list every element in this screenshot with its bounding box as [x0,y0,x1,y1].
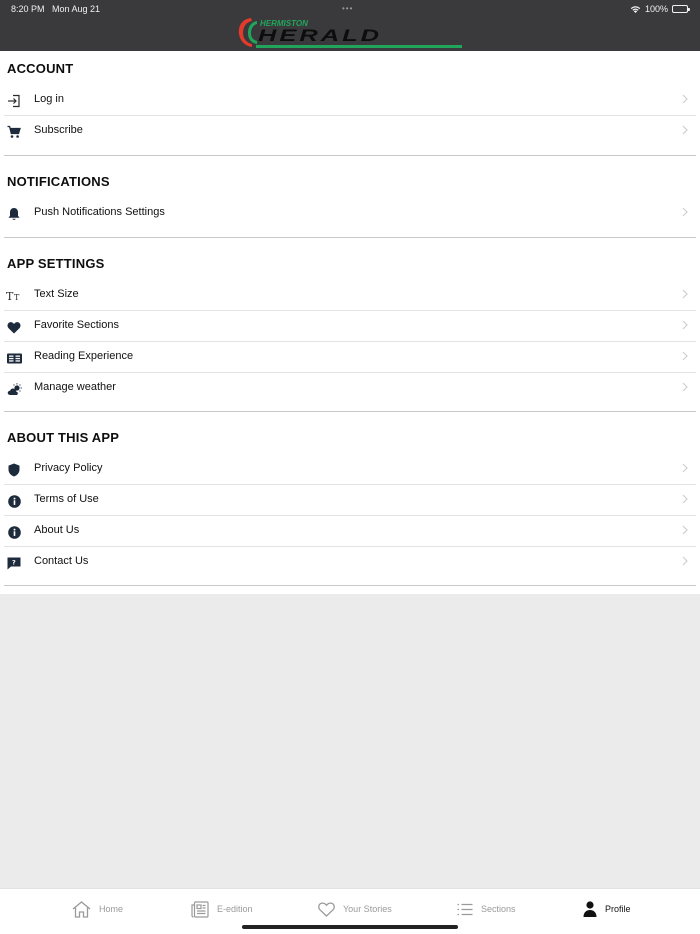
chevron-right-icon [682,94,688,104]
section-divider [4,237,696,238]
app-header [0,0,700,51]
status-time: 8:20 PM [11,4,45,14]
person-icon [583,901,597,917]
weather-icon [6,381,22,397]
heart-icon [6,319,22,335]
heart-outline-icon [318,902,335,917]
row-label-privacy-policy: Privacy Policy [34,462,103,474]
row-label-manage-weather: Manage weather [34,381,116,393]
row-text-size[interactable] [4,280,696,311]
row-reading-experience[interactable] [4,342,696,373]
reading-icon [6,350,22,366]
home-indicator[interactable] [242,925,458,929]
tab-your-stories[interactable] [318,899,392,919]
svg-text:?: ? [12,558,16,566]
row-manage-weather[interactable] [4,373,696,404]
svg-text:T: T [6,290,14,302]
svg-text:T: T [14,293,20,302]
login-icon [6,93,22,109]
section-title-notifications: NOTIFICATIONS [7,174,110,189]
row-label-terms-of-use: Terms of Use [34,493,99,505]
chevron-right-icon [682,125,688,135]
profile-settings-list [0,51,700,594]
row-contact-us[interactable] [4,547,696,578]
text-size-icon [6,288,22,304]
battery-icon [672,5,688,13]
chevron-right-icon [682,494,688,504]
section-divider [4,585,696,586]
tab-label-sections: Sections [481,904,516,914]
section-title-app-settings: APP SETTINGS [7,256,105,271]
section-divider [4,411,696,412]
tab-bar [0,888,700,934]
newspaper-icon [191,901,209,918]
cart-icon [6,124,22,140]
shield-icon [6,462,22,478]
home-icon [72,901,91,918]
battery-percent: 100% [644,4,668,14]
status-date: Mon Aug 21 [52,4,101,14]
section-title-account: ACCOUNT [7,61,74,76]
row-label-about-us: About Us [34,524,80,536]
wifi-icon [630,5,641,13]
info-icon [6,524,22,540]
multitasking-dots[interactable]: ••• [342,4,354,13]
row-label-push-notifications: Push Notifications Settings [34,206,165,218]
status-right [630,4,688,14]
tab-profile[interactable] [583,899,631,919]
bell-icon [6,206,22,222]
chevron-right-icon [682,463,688,473]
row-label-log-in: Log in [34,93,64,105]
logo-big-text: HERALD [258,26,382,45]
section-divider [4,155,696,156]
row-log-in[interactable] [4,85,696,116]
chat-question-icon [6,555,22,571]
list-icon [457,903,473,916]
row-label-subscribe: Subscribe [34,124,83,136]
row-privacy-policy[interactable] [4,454,696,485]
tab-sections[interactable] [457,899,516,919]
tab-home[interactable] [72,899,123,919]
section-title-about: ABOUT THIS APP [7,430,120,445]
logo-small-text: HERMISTON [260,19,308,28]
chevron-right-icon [682,351,688,361]
row-label-favorite-sections: Favorite Sections [34,319,119,331]
chevron-right-icon [682,207,688,217]
chevron-right-icon [682,289,688,299]
status-bar [0,4,700,16]
row-push-notifications[interactable] [4,198,696,229]
tab-label-home: Home [99,904,124,914]
row-about-us[interactable] [4,516,696,547]
row-label-contact-us: Contact Us [34,555,89,567]
row-subscribe[interactable] [4,116,696,147]
tab-label-eedition: E-edition [217,904,253,914]
chevron-right-icon [682,556,688,566]
chevron-right-icon [682,320,688,330]
row-favorite-sections[interactable] [4,311,696,342]
hermiston-herald-logo [238,17,462,49]
tab-eedition[interactable] [191,899,253,919]
chevron-right-icon [682,382,688,392]
chevron-right-icon [682,525,688,535]
tab-label-your-stories: Your Stories [343,904,392,914]
row-label-reading-experience: Reading Experience [34,350,134,362]
row-terms-of-use[interactable] [4,485,696,516]
row-label-text-size: Text Size [34,288,79,300]
info-icon [6,493,22,509]
tab-label-profile: Profile [605,904,631,914]
